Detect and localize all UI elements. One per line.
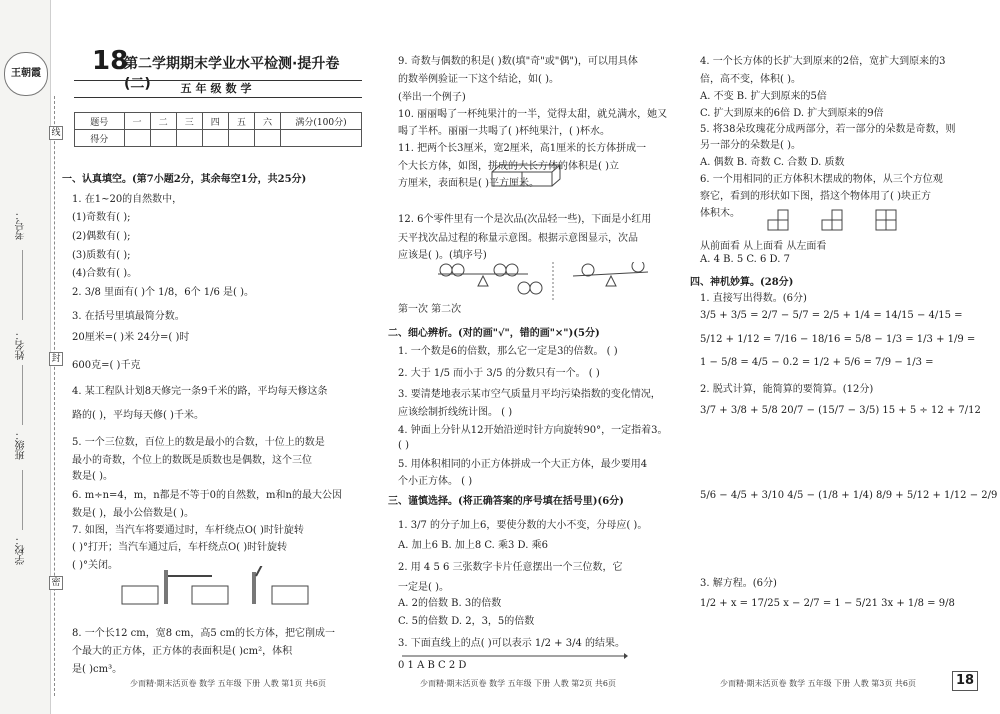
score-cell[interactable] (228, 130, 254, 147)
question-line: A. 2的倍数 B. 3的倍数 (398, 598, 502, 609)
question-line: 1 − 5/8 = 4/5 − 0.2 = 1/2 + 5/6 = 7/9 − 1/3 = (700, 357, 934, 368)
question-line: 数是( )，最小公倍数是( )。 (72, 508, 194, 519)
question-line: 5. 用体积相同的小正方体拼成一个大正方体，最少要用4 (398, 459, 648, 470)
fill-line (22, 250, 23, 320)
question-line: (3)质数有( ); (72, 250, 131, 261)
question-line: 1. 直接写出得数。(6分) (700, 293, 807, 304)
question-line: 体积木。 (700, 208, 740, 219)
question-line: 路的( )，平均每天修( )千米。 (72, 410, 204, 421)
question-line: ( ) (398, 440, 409, 451)
question-line: 喝了半杯。丽丽一共喝了( )杯纯果汁，( )杯水。 (398, 126, 610, 137)
question-line: 9. 奇数与偶数的积是( )数(填"奇"或"偶")，可以用具体 (398, 56, 638, 67)
question-line: 一定是( )。 (398, 582, 449, 593)
question-line: 6. 一个用相同的正方体积木摆成的物体，从三个方位观 (700, 174, 943, 185)
field-school: 学校： (16, 535, 27, 565)
fill-line (22, 365, 23, 425)
question-line: 2. 用 4 5 6 三张数字卡片任意摆出一个三位数，它 (398, 562, 623, 573)
question-line: 3/7 + 3/8 + 5/8 20/7 − (15/7 − 3/5) 15 + 5 ÷ 12 + 7/12 (700, 405, 981, 416)
score-cell[interactable] (150, 130, 176, 147)
question-line: 6. m÷n=4，m，n都是不等于0的自然数，m和n的最大公因 (72, 490, 342, 501)
number-line (398, 650, 628, 662)
cut-mark-seal: 封 (49, 352, 63, 366)
question-line: 应该绘制折线统计图。 ( ) (398, 407, 513, 418)
question-line: 倍，高不变，体积( )。 (700, 74, 801, 85)
question-line: A. 偶数 B. 奇数 C. 合数 D. 质数 (700, 157, 845, 168)
question-line: 5. 将38朵玫瑰花分成两部分，若一部分的朵数是奇数，则 (700, 124, 956, 135)
field-exam-number: 考号： (16, 210, 27, 240)
score-header-cell: 满分(100分) (281, 113, 362, 130)
page-badge: 18 (952, 671, 978, 691)
question-line: ( )°关闭。 (72, 560, 118, 571)
exam-title: 第二学期期末学业水平检测·提升卷(二) (124, 56, 340, 92)
question-line: 11. 把两个长3厘米，宽2厘米，高1厘米的长方体拼成一 (398, 143, 647, 154)
cut-mark-secret: 密 (49, 576, 63, 590)
footer-page-3: 少而精·期末活页卷 数学 五年级 下册 人教 第3页 共6页 (720, 679, 916, 688)
question-line: 4. 某工程队计划8天修完一条9千米的路，平均每天修这条 (72, 386, 328, 397)
page-column-2 (388, 0, 673, 714)
question-line: 5/6 − 4/5 + 3/10 4/5 − (1/8 + 1/4) 8/9 + 5/12 + 1/12 − 2/9 (700, 490, 998, 501)
car-gate-illustration (112, 566, 322, 616)
score-header-cell: 四 (202, 113, 228, 130)
score-header-cell: 一 (124, 113, 150, 130)
section-heading: 一、认真填空。(第7小题2分，其余每空1分，共25分) (62, 174, 307, 185)
question-line: (4)合数有( )。 (72, 268, 138, 279)
score-header-cell: 五 (228, 113, 254, 130)
section-heading: 三、谨慎选择。(将正确答案的序号填在括号里)(6分) (388, 496, 624, 507)
question-line: 从前面看 从上面看 从左面看 (700, 241, 827, 252)
exam-number: 18 (92, 46, 129, 76)
question-line: A. 不变 B. 扩大到原来的5倍 (700, 91, 827, 102)
question-line: C. 扩大到原来的6倍 D. 扩大到原来的9倍 (700, 108, 884, 119)
question-line: 3. 要清楚地表示某市空气质量月平均污染指数的变化情况， (398, 389, 661, 400)
question-line: 第一次 第二次 (398, 304, 462, 315)
question-line: A. 4 B. 5 C. 6 D. 7 (700, 254, 790, 265)
question-line: 5. 一个三位数，百位上的数是最小的合数，十位上的数是 (72, 437, 325, 448)
question-line: A. 加上6 B. 加上8 C. 乘3 D. 乘6 (398, 540, 548, 551)
question-line: 8. 一个长12 cm，宽8 cm，高5 cm的长方体，把它削成一 (72, 628, 335, 639)
question-line: 1. 3/7 的分子加上6，要使分数的大小不变，分母应( )。 (398, 520, 648, 531)
question-line: 察它，看到的形状如下图，搭这个物体用了( )块正方 (700, 191, 931, 202)
question-line: 2. 脱式计算，能简算的要简算。(12分) (700, 384, 874, 395)
question-line: 数是( )。 (72, 471, 113, 482)
grade-title: 五年级数学 (74, 80, 362, 98)
publisher-logo: 王朝霞 (4, 52, 48, 96)
question-line: 另一部分的朵数是( )。 (700, 140, 801, 151)
binding-strip (0, 0, 51, 714)
score-header-cell: 六 (254, 113, 280, 130)
question-line: 的数举例验证一下这个结论，如( )。 (398, 74, 559, 85)
question-line: 最小的奇数，个位上的数既是质数也是偶数，这个三位 (72, 455, 312, 466)
question-line: 天平找次品过程的称量示意图。根据示意图显示，次品 (398, 233, 638, 244)
fill-line (22, 470, 23, 530)
question-line: 个小正方体。 ( ) (398, 476, 473, 487)
question-line: 4. 钟面上分针从12开始沿逆时针方向旋转90°，一定指着3。 (398, 425, 668, 436)
score-table (74, 112, 362, 147)
question-line: 4. 一个长方体的长扩大到原来的2倍，宽扩大到原来的3 (700, 56, 946, 67)
question-line: 0 1 A B C 2 D (398, 660, 467, 671)
score-header-cell: 三 (176, 113, 202, 130)
question-line: 3. 在括号里填最简分数。 (72, 311, 185, 322)
cut-mark-line: 线 (49, 126, 63, 140)
question-line: 个最大的正方体，正方体的表面积是( )cm²，体积 (72, 646, 293, 657)
footer-page-2: 少而精·期末活页卷 数学 五年级 下册 人教 第2页 共6页 (420, 679, 616, 688)
score-cell[interactable] (124, 130, 150, 147)
score-cell[interactable] (202, 130, 228, 147)
question-line: 600克=( )千克 (72, 360, 141, 371)
score-row-label: 得分 (75, 130, 125, 147)
question-line: (2)偶数有( ); (72, 231, 131, 242)
question-line: 5/12 + 1/12 = 7/16 − 18/16 = 5/8 − 1/3 = 1/3 + 1/9 = (700, 334, 976, 345)
question-line: 方厘米，表面积是( )平方厘米。 (398, 178, 539, 189)
question-line: 1/2 + x = 17/25 x − 2/7 = 1 − 5/21 3x + 1/8 = 9/8 (700, 598, 955, 609)
score-header-cell: 二 (150, 113, 176, 130)
score-cell[interactable] (254, 130, 280, 147)
question-line: 2. 3/8 里面有( )个 1/8，6个 1/6 是( )。 (72, 287, 255, 298)
question-line: (举出一个例子) (398, 92, 466, 103)
question-line: 12. 6个零件里有一个是次品(次品轻一些)，下面是小红用 (398, 214, 652, 225)
question-line: 10. 丽丽喝了一杯纯果汁的一半，觉得太甜，就兑满水，她又 (398, 109, 668, 120)
question-line: 应该是( )。(填序号) (398, 250, 487, 261)
question-line: 7. 如图，当汽车将要通过时，车杆绕点O( )时针旋转 (72, 525, 304, 536)
section-heading: 四、神机妙算。(28分) (690, 277, 794, 288)
question-line: (1)奇数有( ); (72, 212, 131, 223)
question-line: 3. 下面直线上的点( )可以表示 1/2 + 3/4 的结果。 (398, 638, 625, 649)
question-line: 3/5 + 3/5 = 2/7 − 5/7 = 2/5 + 1/4 = 14/15 − 4/15 = (700, 310, 963, 321)
cut-line (54, 96, 55, 696)
balance-scale-figure (428, 262, 668, 302)
field-name: 姓名： (16, 330, 27, 360)
three-view-figure (760, 208, 920, 232)
cuboid-figure (488, 162, 568, 190)
page-column-1 (62, 0, 362, 714)
question-line: C. 5的倍数 D. 2，3，5的倍数 (398, 616, 535, 627)
question-line: 1. 一个数是6的倍数，那么它一定是3的倍数。 ( ) (398, 346, 618, 357)
question-line: 是( )cm³。 (72, 664, 123, 675)
page-column-3 (690, 0, 998, 714)
score-header-cell: 题号 (75, 113, 125, 130)
score-cell[interactable] (281, 130, 362, 147)
question-line: 1. 在1~20的自然数中， (72, 194, 183, 205)
question-line: 3. 解方程。(6分) (700, 578, 777, 589)
field-class: 班级： (16, 430, 27, 460)
question-line: 20厘米=( )米 24分=( )时 (72, 332, 190, 343)
footer-page-1: 少而精·期末活页卷 数学 五年级 下册 人教 第1页 共6页 (130, 679, 326, 688)
question-line: ( )°打开；当汽车通过后，车杆绕点O( )时针旋转 (72, 542, 288, 553)
section-heading: 二、细心辨析。(对的画"√"，错的画"×")(5分) (388, 328, 600, 339)
question-line: 2. 大于 1/5 而小于 3/5 的分数只有一个。 ( ) (398, 368, 600, 379)
question-line: 个大长方体，如图，拼成的大长方体的体积是( )立 (398, 161, 619, 172)
score-cell[interactable] (176, 130, 202, 147)
